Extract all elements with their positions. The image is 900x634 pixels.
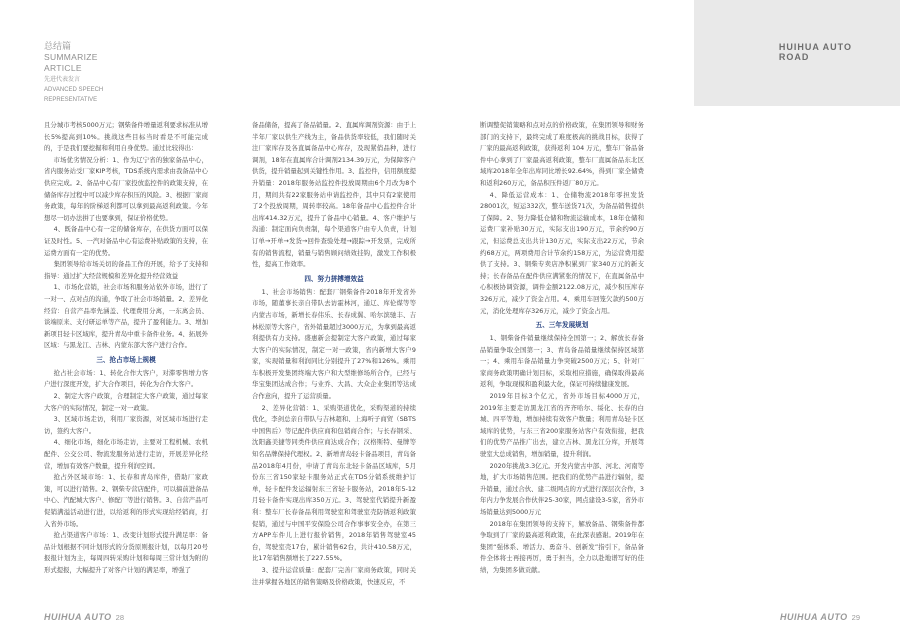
paragraph: 市场优劣情况分析：1、作为辽宁省的独家备品中心，省内服务站受厂家KIP考核，TDS系统内需求由我备品中心供应完成。2、备品中心有厂家投放监控件的政策支持，在储备库存过程中可以减少库存积压的风险。3、根据厂家商务政策，每年的阶梯返利都可以拿到最高返利政策。今年想尽一切办法拼了也要拿到，保证价格优势。 [44, 155, 208, 222]
paragraph: 4、既备品中心有一定的储备库存，在供货方面可以保证及时性。5、一汽对备品中心有运费补贴政策的支持，在运费方面有一定的优势。 [44, 225, 208, 257]
text-column-1 [44, 120, 208, 577]
paragraph: 2、制定大客户政策，合理制定大客户政策，通过每家大客户的实际情况，制定一对一政策。 [44, 392, 208, 412]
section-sidebar [44, 40, 124, 104]
page-number: 29 [851, 612, 860, 622]
footer-right [780, 612, 860, 622]
section-heading: 四、努力拼搏增效益 [304, 274, 364, 283]
paragraph: 集团领导给市场关切的备品工作的开展，给予了支持和指导：通过扩大经营规模和差异化提升经营效益 [44, 260, 208, 280]
paragraph: 1、市场化营销，社会市场和服务站依外市场，进行了一对一、点对点的沟通，争取了社会市场销量。2、差异化经营：自营产品率先涵盖、代理费用分离，一东离会员、谈端原来、支付研运单等产品，提升了盈利能力。3、增加新项目轻卡区域库，提升青岛中重卡备件业务。4、拓展外区域：与黑龙江、吉林、内蒙东部大客户进行合作。 [44, 283, 208, 350]
section-subtitle-en-1: ADVANCED SPEECH [44, 87, 104, 93]
section-title-en-1: SUMMARIZE [44, 52, 98, 62]
paragraph: 2018年在集团领导的支持下，解放备品、钢柴备件都争取到了厂家的最高返利政策，在此深表感谢。2019年在集团“强体系、增活力、勇奋斗、创新发”指引下，备品备件全体将士再接再厉，勇于担当，全力以赴地谱写好的佳绩，为集团多做贡献。 [480, 519, 644, 574]
section-subtitle-en-2: REPRESENTATIVE [44, 97, 98, 103]
brand-line-1: HUIHUA AUTO [778, 42, 852, 52]
footer-logo: HUIHUA AUTO [44, 612, 112, 622]
footer-left [44, 612, 124, 622]
section-subtitle-cn: 先进代表发言 [44, 77, 81, 83]
brand-logo-top [779, 42, 852, 62]
brand-line-2: ROAD [778, 52, 810, 62]
paragraph: 断调整促销策略和点对点的价格政策，在集团领导和财务部门的支持下，最终完成了难度极高的挑战目标，获得了厂家的最高返利政策，获得返利 104 万元，整车厂备品备件中心拿到了厂家最高返利政策，整车厂直属备品东北区域库2018年全年出库同比增长92.64%，得到厂家全储费和返利260万元，备品积压件返厂80万元。 [480, 121, 644, 187]
paragraph: 备品储备，提高了备品销量。2、直属库调剂资源：由于上半年厂家以供生产线为主，备品供货率较低，我们随时关注厂家库存及各直属备品中心库存，及现紧俏品种，进行调剂，18年在直属库合计调剂2134.39万元，为保障客户供货，提升销量起到关键性作用。3、监控件，信用额度提升销量：2018年服务站监控件投放周期由6个月改为8个月，期间共有22家服务站申请监控件，其中只有2家使用了2个投放周期，周转率较高。18年备品中心监控件合计出库414.32万元，提升了备品中心销量。4、客户维护与沟通：制定面向负责制，每个渠道客户由专人负责，计划订单→开单→发货→回件查验处理→跟踪→开发票，完成所有的销售流程，销量与销售顾问绩效挂钩，激发工作积极性，提高工作效率。 [252, 121, 416, 269]
section-title-en-2: ARTICLE [44, 63, 82, 73]
page-number: 28 [115, 612, 125, 622]
paragraph: 2019年目标3个亿元，省外市场目标4000万元，2019年主要走访黑龙江省的齐齐哈尔、绥化、长春的白城、四平等地，增加持续有效客户数量；利用青岛轻卡区域库的优势，与东三省200家服务站客户有效衔接，把我们的优势产品推广出去，建立吉林、黑龙江分库，开展驾驶室大总成销售，增加销量，提升利润。 [480, 392, 644, 459]
paragraph: 1、社会市场销售：配套厂钢柴备件2018年开发省外市场，随董事长亲自带队去访霍林河，通辽、库伦煤等等内蒙古市场，新增长春伟乐、长春成翼、哈尔滨驰丰、吉林松原等大客户，省外销量超过3000万元，为拿到最高返利提供有力支持。盛惠新会提制定大客户政策，通过每家大客户的实际情况，制定一对一政策，省内新增大客户9家，实现销量和利润同比分别提升了27%和126%。乘用车积极开发集团终端大客户和大型维修场所合作，已经与华宝集团达成合作；与业乔、大昌、大众企业集团等达成合作意向，提升了运营质量。 [252, 287, 416, 401]
paragraph: 2、差异化营销：1、采购渠道优化，采购渠道的持续优化，李剑总亲自带队与吉林超和、上海听子商贸（SBTS中国售后）等记配件供应商和包销商合作；与长春钢采、沈阳鑫美捷等同类件供应商达成合作；汉格斯特、曼牌等知名品牌保持代理权。2、新增青岛轻卡备品项目，青岛备品2018年4月份，申请了青岛东北轻卡备品区域库，5月份东三省150家轻卡服务站正式在TDS分销系统维护订单，轻卡配件发运辐射东三省轻卡服务站，2018年5-12月轻卡备件实现出库350万元。3、驾驶室代销提升新盈利：整车厂长春备品利用驾驶室和驾驶室壳防锈返利政策促销，通过与中国平安保险公司合作事事安全办，在第三方APP车件儿上进行报价销售，2018年销售驾驶室45台，驾驶室壳17台，累计销售62台，共计410.58万元，比17年销售额增长了227.55%。 [252, 403, 416, 563]
section-title-cn: 总结篇 [44, 41, 72, 51]
paragraph: 3、区域市场走访，利用厂家资源，对区域市场进行走访，签约大客户。 [44, 415, 208, 435]
paragraph: 4、细化市场，细化市场走访，主要对工程机械、农机配件、公交公司、物流发服务站进行走访，开展差异化经营，增加有效客户数量，提升利润空间。 [44, 438, 208, 470]
paragraph: 4、降低运营成本：1、仓储物流2018年零担发货28001次，短运332次，整车送货71次，为备品销售提供了保障。2、努力降低仓储和物流运输成本，18年仓储和运费厂家补贴30万元，实际支出190万元，节余约90万元，但运费总支出共计130万元，实际支出22万元，节余约68万元，两项费用合计节余约158万元，为运营费用提供了支持。3、钢柴专卖店净积累到厂家340万元的新支持；长春备品在配件供应满紧张的情况下，在直属备品中心积极协调资源，调件金额2122.08万元，减少积压库存326万元，减少了资金占用。4、乘用车回笼欠款约500万元，消化处理库存326万元，减少了资金占用。 [480, 190, 644, 315]
paragraph: 3、提升运营质量：配套厂完善厂家商务政策，同时关注并掌握各地区的销售策略及价格政策，快速反应，不 [252, 565, 416, 586]
text-column-2 [252, 120, 416, 588]
paragraph: 抢占外区域市场：1、长春和青岛库件，借助厂家政策，可以进行销售。2、钢柴专营店配件，可以搞前进备品中心、汽配城大客户、修配厂等进行销售。3、自营产品可促销满溢活动进行进，以给返利的形式实现给经销商，打入省外市场。 [44, 473, 208, 528]
paragraph: 1、钢柴备件销量继续保持全国第一；2、解放长春备品销量争取全国第一；3、青岛备品销量继续保持区域第一；4、乘用车备品销量力争突破2500万元；5、针对厂家商务政策明确计划目标，采取相应措施，确保取得最高返利，争取现模和盈利最大化，保证可持续健康发展。 [480, 334, 644, 389]
footer-logo: HUIHUA AUTO [779, 612, 848, 622]
paragraph: 抢占社会市场：1、转化合作大客户，对滞零售增力客户进行深度开发，扩大合作项目，转化为合作大客户。 [44, 368, 208, 389]
section-heading: 三、抢占市场上规模 [96, 355, 156, 364]
text-column-3 [480, 120, 644, 577]
section-heading: 五、三年发展规划 [535, 321, 589, 330]
paragraph: 且分城市考核5000万元；钢柴备件增量返利要求标准从增长5%提高到10%。挑战这些目标当时看是不可能完成的，于是我们要挖掘和利用自身优势。通过比较得出： [44, 121, 208, 153]
paragraph: 2020年挑战3.3亿元。开发内蒙古中部、河北、河南等地，扩大市场销售范围。把我们的优势产品进行辐射，提升销量，通过合伙、建二级网点的方式进行深层次合作，3年内力争发展合作伙伴25-30家，网点建设3-5家，省外市场销量达到5000万元 [480, 461, 644, 516]
paragraph: 抢占渠道客户市场：1、改变计划形式提升满足率：备品计划根据不同计划形式的分货原则报计划，以每月20号报报计划为主，每周四转采购计划和每周三常计划为附的形式提报，大幅提升了对客户计划的满足率，增强了 [44, 531, 208, 574]
